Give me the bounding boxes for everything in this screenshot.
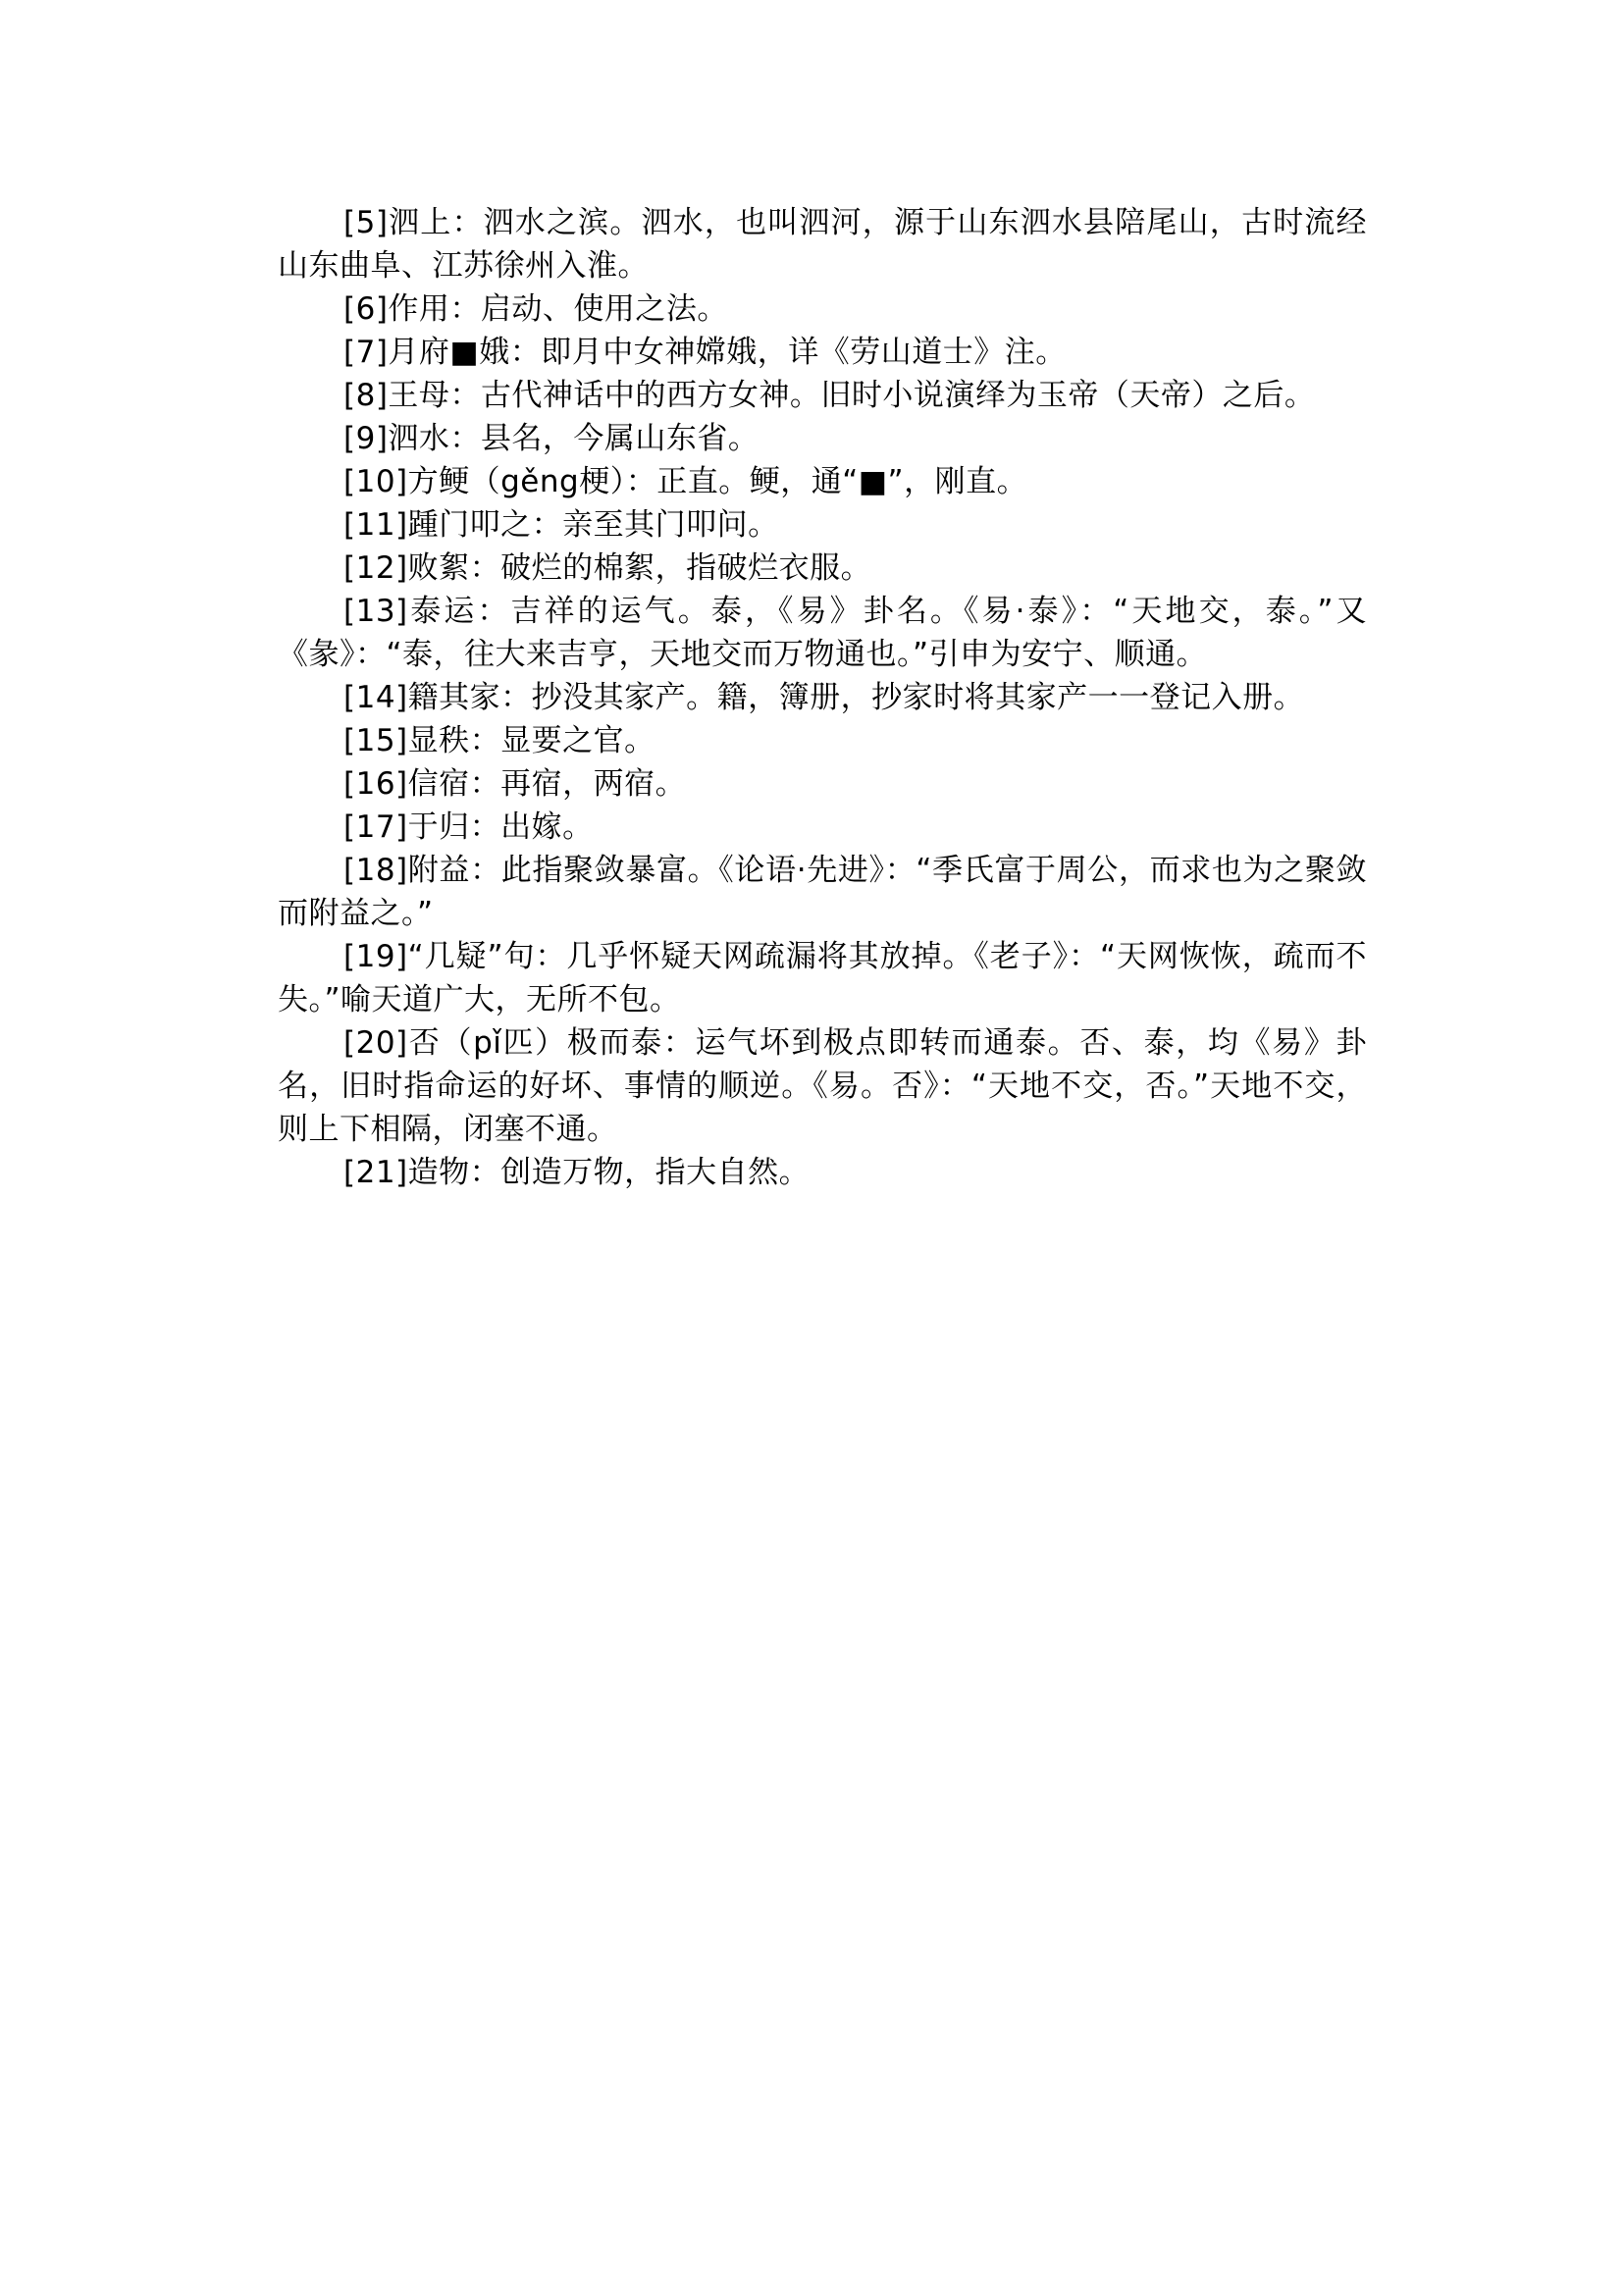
annotation-note-20: [20]否（pǐ匹）极而泰：运气坏到极点即转而通泰。否、泰，均《易》卦名，旧时指命运的好坏、事情的顺逆。《易。否》：“天地不交，否。”天地不交，则上下相隔，闭塞不通。 <box>278 1025 1367 1147</box>
annotation-note-17: [17]于归：出嫁。 <box>343 809 594 845</box>
annotation-note-5: [5]泗上：泗水之滨。泗水，也叫泗河，源于山东泗水县陪尾山，古时流经山东曲阜、江苏徐州入淮。 <box>278 205 1367 284</box>
annotation-note-21: [21]造物：创造万物，指大自然。 <box>343 1155 811 1190</box>
annotation-note-12: [12]败絮：破烂的棉絮，指破烂衣服。 <box>343 550 872 586</box>
annotation-list <box>278 201 1367 1194</box>
annotation-note-11: [11]踵门叩之：亲至其门叩问。 <box>343 507 779 543</box>
annotation-note-14: [14]籍其家：抄没其家产。籍，簿册，抄家时将其家产一一登记入册。 <box>343 680 1305 715</box>
annotation-note-19: [19]“几疑”句：几乎怀疑天网疏漏将其放掉。《老子》：“天网恢恢，疏而不失。”喻天道广大，无所不包。 <box>278 939 1367 1017</box>
annotation-note-7: [7]月府■娥：即月中女神嫦娥，详《劳山道士》注。 <box>343 335 1067 370</box>
annotation-note-9: [9]泗水：县名，今属山东省。 <box>343 421 760 456</box>
annotation-note-16: [16]信宿：再宿，两宿。 <box>343 766 687 802</box>
annotation-note-10: [10]方鲠（gěng梗）：正直。鲠，通“■”，刚直。 <box>343 464 1028 499</box>
annotation-note-15: [15]显秩：显要之官。 <box>343 723 655 758</box>
annotation-note-18: [18]附益：此指聚敛暴富。《论语·先进》：“季氏富于周公，而求也为之聚敛而附益之。” <box>278 853 1367 931</box>
annotation-note-8: [8]王母：古代神话中的西方女神。旧时小说演绎为玉帝（天帝）之后。 <box>343 378 1316 413</box>
annotation-note-6: [6]作用：启动、使用之法。 <box>343 291 728 327</box>
annotation-note-13: [13]泰运：吉祥的运气。泰，《易》卦名。《易·泰》：“天地交，泰。”又《彖》：“泰，往大来吉亨，天地交而万物通也。”引申为安宁、顺通。 <box>278 594 1367 672</box>
